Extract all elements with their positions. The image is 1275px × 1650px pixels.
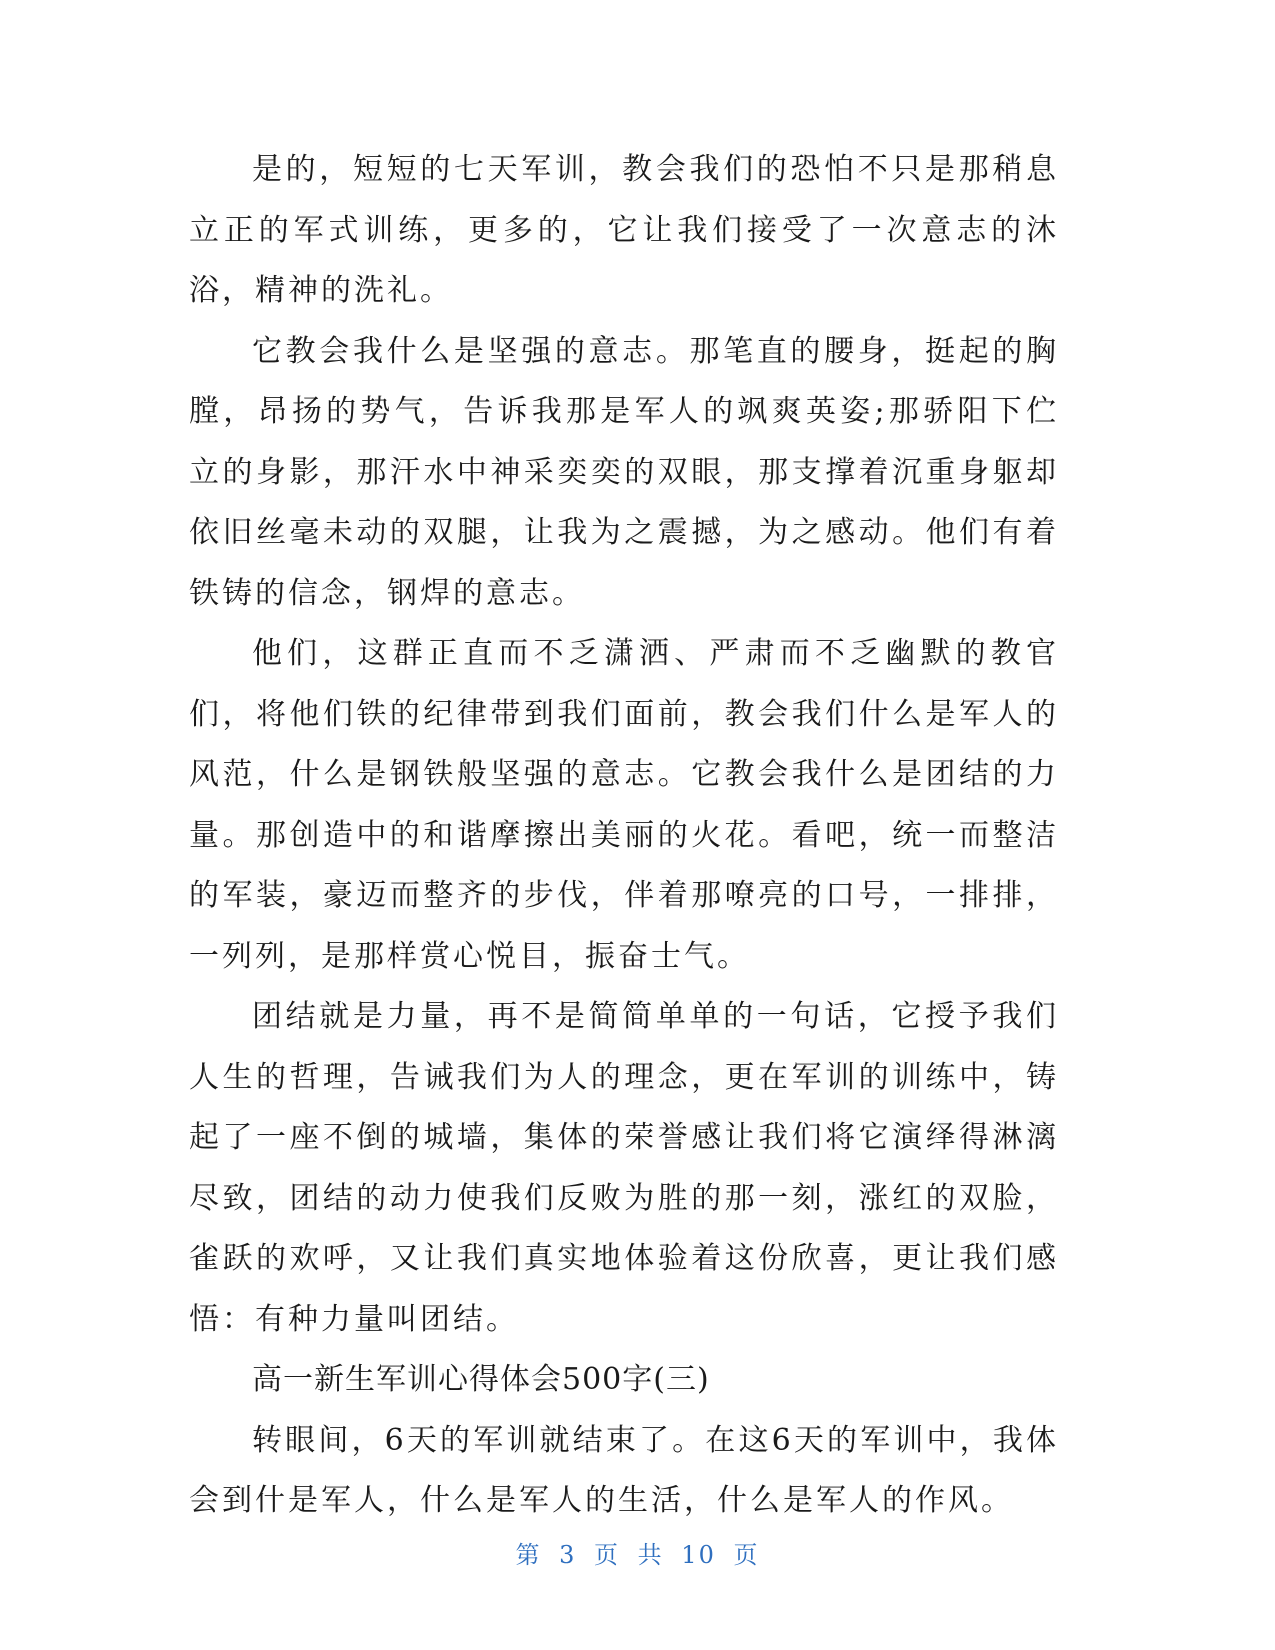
paragraph-1: 是的，短短的七天军训，教会我们的恐怕不只是那稍息立正的军式训练，更多的，它让我们接受了一次意志的沐浴，精神的洗礼。 [189,152,1059,308]
paragraph-3: 他们，这群正直而不乏潇洒、严肃而不乏幽默的教官们，将他们铁的纪律带到我们面前，教会我们什么是军人的风范，什么是钢铁般坚强的意志。它教会我什么是团结的力量。那创造中的和谐摩擦出美丽的火花。看吧，统一而整洁的军装，豪迈而整齐的步伐，伴着那嘹亮的口号，一排排，一列列，是那样赏心悦目，振奋士气。 [189,636,1059,974]
document-body [189,140,1059,1532]
paragraph-4: 团结就是力量，再不是简简单单的一句话，它授予我们人生的哲理，告诫我们为人的理念，更在军训的训练中，铸起了一座不倒的城墙，集体的荣誉感让我们将它演绎得淋漓尽致，团结的动力使我们反败为胜的那一刻，涨红的双脸，雀跃的欢呼，又让我们真实地体验着这份欣喜，更让我们感悟：有种力量叫团结。 [189,999,1059,1337]
paragraph-2: 它教会我什么是坚强的意志。那笔直的腰身，挺起的胸膛，昂扬的势气，告诉我那是军人的飒爽英姿;那骄阳下伫立的身影，那汗水中神采奕奕的双眼，那支撑着沉重身躯却依旧丝毫未动的双腿，让我为之震撼，为之感动。他们有着铁铸的信念，钢焊的意志。 [189,333,1059,611]
page-number-footer: 第 3 页 共 10 页 [515,1541,760,1569]
section-heading: 高一新生军训心得体会500字(三) [252,1362,710,1397]
paragraph-5: 转眼间，6天的军训就结束了。在这6天的军训中，我体会到什是军人，什么是军人的生活，什么是军人的作风。 [189,1422,1059,1518]
